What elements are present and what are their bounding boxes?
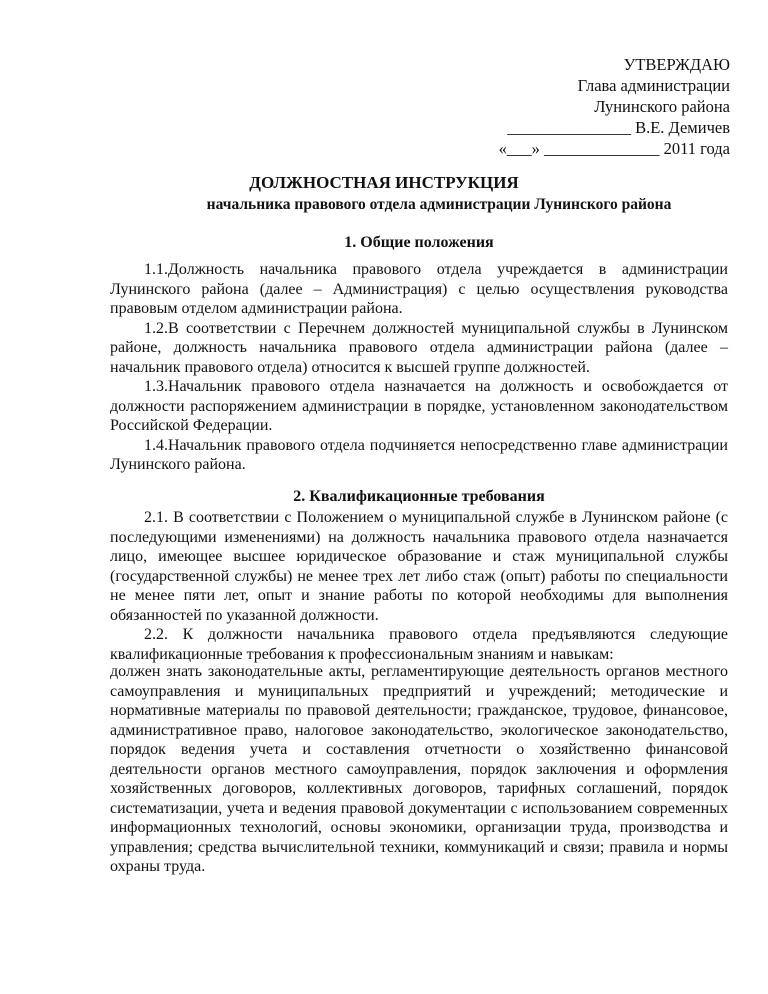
approver-signature-line: _______________ В.Е. Демичев (507, 118, 730, 137)
document-subtitle: начальника правового отдела администрации Лунинского района (206, 196, 672, 213)
section-2-knowledge-body (110, 662, 728, 877)
paragraph-2-2: 2.2. К должности начальника правового отдела предъявляются следующие квалификационные требования к профессиональным знаниям и навыкам: (110, 626, 728, 663)
approval-block (499, 54, 730, 159)
paragraph-2-1: 2.1. В соответствии с Положением о муниципальной службе в Лунинском районе (с последующими изменениями) на должность начальника правового отдела назначается лицо, имеющее высшее юридическое образование и стаж муниципальной службы (государственной службы) не менее трех лет либо стаж (опыт) работы по специальности не менее пяти лет, опыт и знание работы по которой необходимы для выполнения обязанностей по указанной должности. (110, 509, 728, 624)
paragraph-1-3: 1.3.Начальник правового отдела назначается на должность и освобождается от должности распоряжением администрации в порядке, установленном законодательством Российской Федерации. (110, 378, 728, 434)
paragraph-1-1: 1.1.Должность начальника правового отдела учреждается в администрации Лунинского района (далее – Администрация) с целью осуществления руководства правовым отделом администрации района. (110, 261, 728, 317)
paragraph-1-2: 1.2.В соответствии с Перечнем должностей муниципальной службы в Лунинском районе, должность начальника правового отдела администрации района (далее – начальник правового отдела) относится к высшей группе должностей. (110, 319, 728, 376)
approver-position: Глава администрации (577, 76, 730, 95)
section-2-body (110, 508, 728, 664)
section-1-body (110, 260, 728, 475)
approval-date-line: «___» ______________ 2011 года (498, 139, 730, 158)
approval-heading: УТВЕРЖДАЮ (623, 55, 730, 74)
approver-district: Лунинского района (594, 97, 730, 116)
paragraph-2-2-knowledge: должен знать законодательные акты, регламентирующие деятельность органов местного самоуправления и муниципальных предприятий и учреждений; методические и нормативные материалы по правовой деятельности; гражданское, трудовое, финансовое, административное право, налоговое законодательство, экологическое законодательство, порядок ведения учета и составления отчетности о хозяйственно финансовой деятельности органов местного самоуправления, порядок заключения и оформления хозяйственных договоров, коллективных договоров, тарифных соглашений, порядок систематизации, учета и ведения правовой документации с использованием современных информационных технологий, основы экономики, организации труда, производства и управления; средства вычислительной техники, коммуникаций и связи; правила и нормы охраны труда. (110, 663, 728, 875)
paragraph-1-4: 1.4.Начальник правового отдела подчиняется непосредственно главе администрации Лунинского района. (110, 436, 728, 473)
document-title: ДОЛЖНОСТНАЯ ИНСТРУКЦИЯ (249, 173, 519, 192)
section-2-heading: 2. Квалификационные требования (293, 488, 545, 505)
section-1-heading: 1. Общие положения (344, 234, 494, 251)
